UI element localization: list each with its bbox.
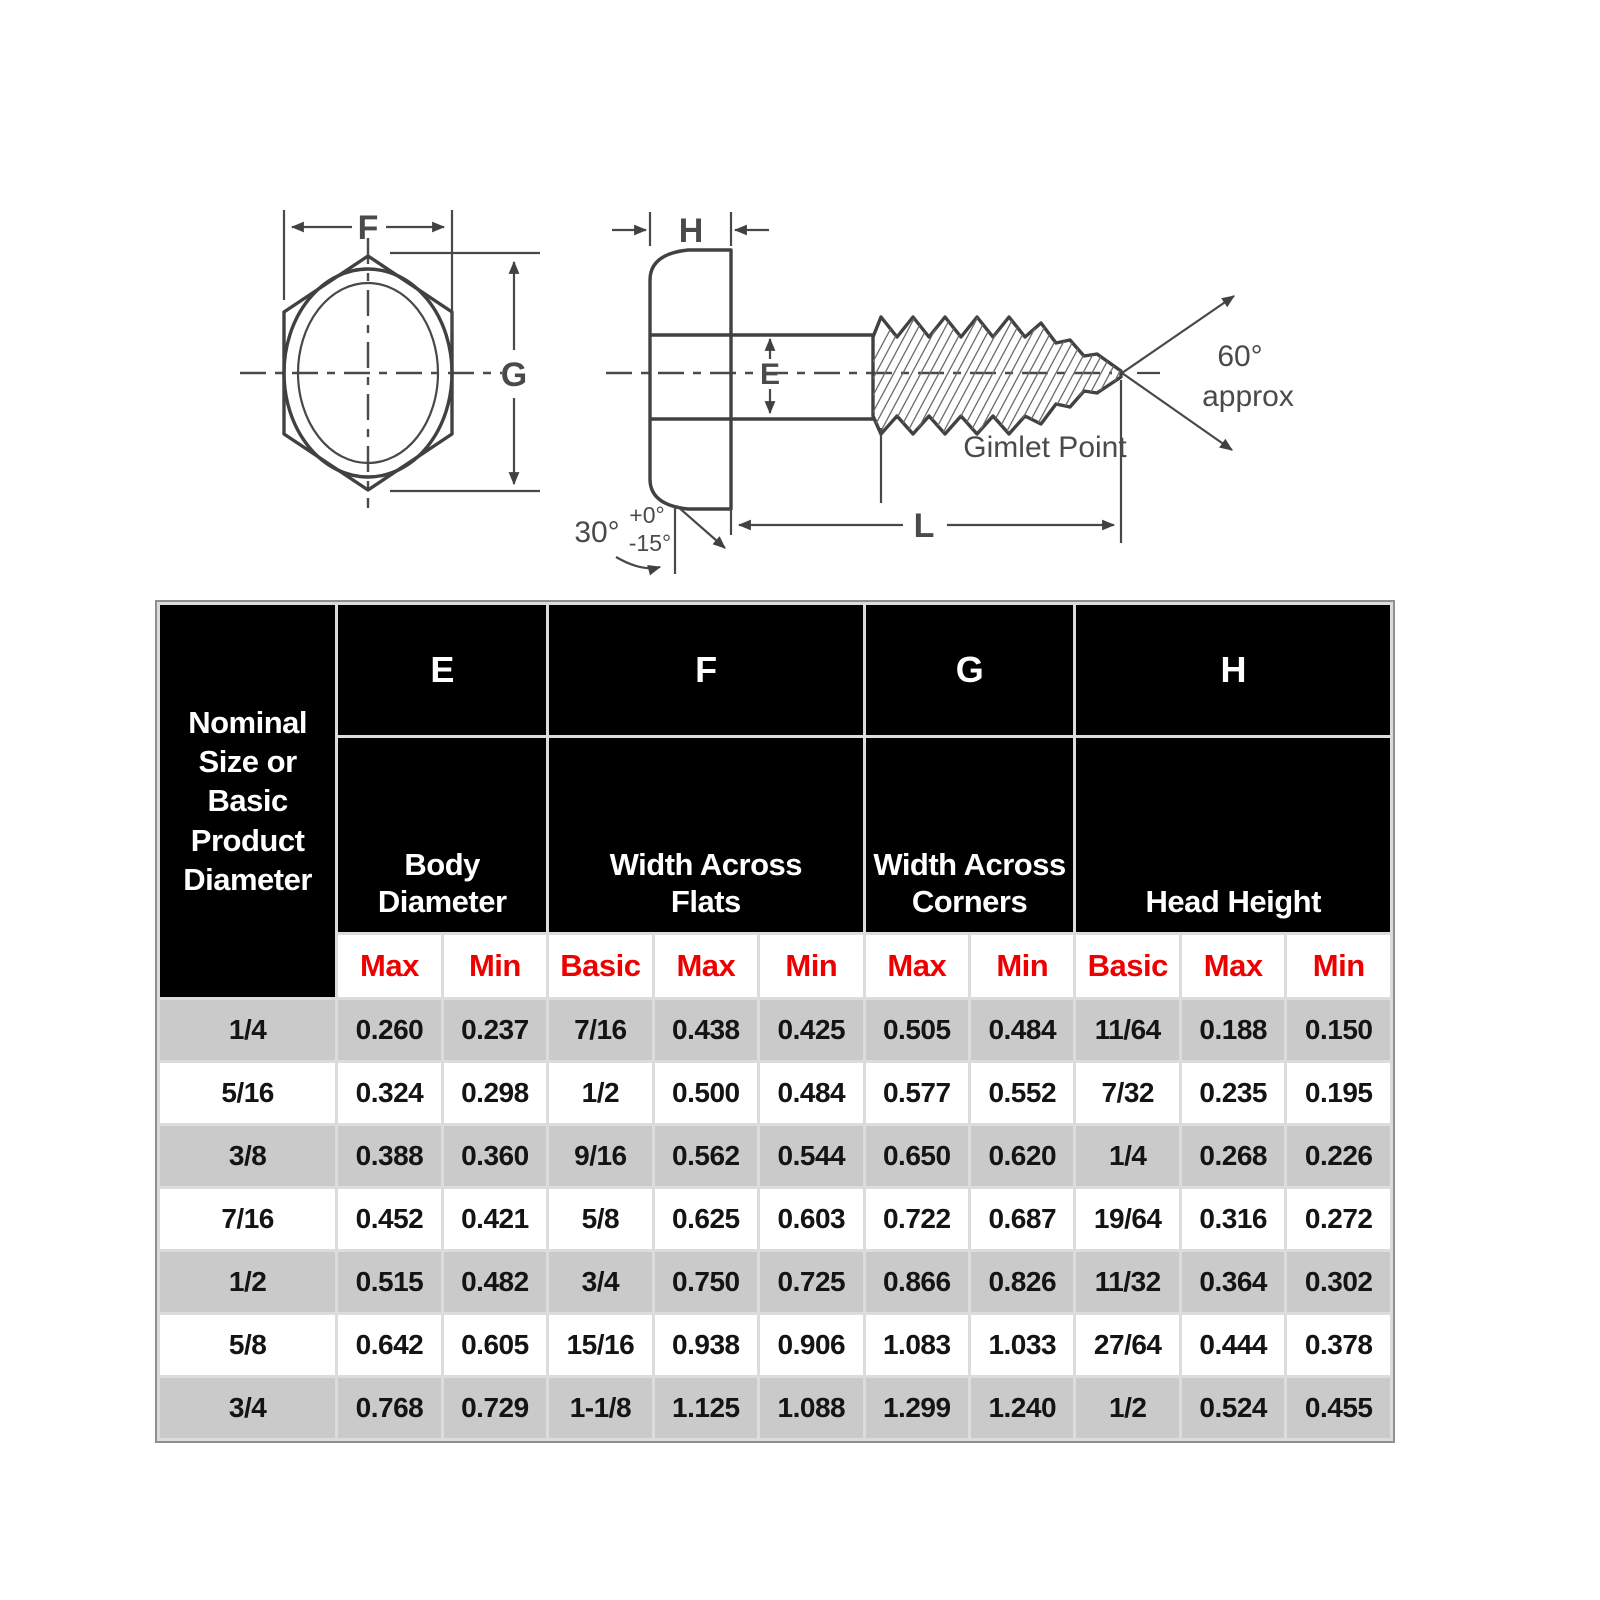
- table-cell: 0.500: [655, 1063, 757, 1123]
- bevel-tol-minus-label: -15°: [628, 530, 672, 556]
- table-cell: 0.272: [1287, 1189, 1390, 1249]
- table-cell: 27/64: [1076, 1315, 1178, 1375]
- dim-e-label: E: [759, 358, 781, 391]
- hex-head-front-view: [240, 209, 540, 508]
- table-cell: 0.524: [1182, 1378, 1284, 1438]
- table-cell: 0.360: [444, 1126, 546, 1186]
- subheader-cell: Max: [866, 935, 968, 997]
- table-row: [160, 1189, 1390, 1249]
- table-cell: 15/16: [549, 1315, 651, 1375]
- table-cell: 0.302: [1287, 1252, 1390, 1312]
- point-angle-label: 60°: [1217, 340, 1263, 373]
- table-cell: 3/4: [549, 1252, 651, 1312]
- row-size-cell: 5/16: [160, 1063, 335, 1123]
- table-cell: 0.642: [338, 1315, 440, 1375]
- subheader-cell: Min: [760, 935, 862, 997]
- table-cell: 0.938: [655, 1315, 757, 1375]
- table-row: [160, 1063, 1390, 1123]
- dim-f-label: F: [357, 209, 379, 247]
- subheader-cell: Basic: [1076, 935, 1178, 997]
- table-cell: 11/64: [1076, 1000, 1178, 1060]
- table-cell: 1.299: [866, 1378, 968, 1438]
- table-cell: 0.687: [971, 1189, 1073, 1249]
- dim-l-label: L: [913, 507, 935, 545]
- group-header-e: E: [338, 605, 546, 735]
- table-cell: 0.455: [1287, 1378, 1390, 1438]
- table-cell: 1.125: [655, 1378, 757, 1438]
- table-cell: 0.650: [866, 1126, 968, 1186]
- table-cell: 0.438: [655, 1000, 757, 1060]
- subheader-cell: Min: [971, 935, 1073, 997]
- table-cell: 0.268: [1182, 1126, 1284, 1186]
- table-cell: 0.906: [760, 1315, 862, 1375]
- table-cell: 0.444: [1182, 1315, 1284, 1375]
- group-name-g: Width Across Corners: [866, 738, 1074, 932]
- table-cell: 0.625: [655, 1189, 757, 1249]
- bevel-tol-plus-label: +0°: [629, 502, 665, 528]
- dim-g-label: G: [500, 356, 528, 394]
- table-cell: 0.388: [338, 1126, 440, 1186]
- table-cell: 0.226: [1287, 1126, 1390, 1186]
- table-cell: 0.188: [1182, 1000, 1284, 1060]
- table-cell: 0.505: [866, 1000, 968, 1060]
- table-cell: 0.515: [338, 1252, 440, 1312]
- lag-screw-side-view: [574, 212, 1294, 574]
- table-cell: 0.826: [971, 1252, 1073, 1312]
- subheader-cell: Max: [655, 935, 757, 997]
- table-cell: 1.240: [971, 1378, 1073, 1438]
- table-cell: 0.378: [1287, 1315, 1390, 1375]
- row-size-cell: 1/4: [160, 1000, 335, 1060]
- bevel-angle-label: 30°: [574, 516, 620, 549]
- table-cell: 0.603: [760, 1189, 862, 1249]
- table-cell: 0.544: [760, 1126, 862, 1186]
- group-name-h: Head Height: [1076, 738, 1390, 932]
- table-cell: 9/16: [549, 1126, 651, 1186]
- table-cell: 0.484: [760, 1063, 862, 1123]
- table-cell: 1.033: [971, 1315, 1073, 1375]
- table-cell: 0.235: [1182, 1063, 1284, 1123]
- table-cell: 1.088: [760, 1378, 862, 1438]
- table-row: [160, 1126, 1390, 1186]
- table-cell: 0.195: [1287, 1063, 1390, 1123]
- table-cell: 0.866: [866, 1252, 968, 1312]
- table-cell: 0.725: [760, 1252, 862, 1312]
- table-cell: 19/64: [1076, 1189, 1178, 1249]
- table-cell: 0.150: [1287, 1000, 1390, 1060]
- subheader-cell: Min: [1287, 935, 1390, 997]
- corner-header: Nominal Size or Basic Product Diameter: [160, 605, 335, 997]
- table-cell: 1/2: [1076, 1378, 1178, 1438]
- table-cell: 7/16: [549, 1000, 651, 1060]
- row-size-cell: 3/4: [160, 1378, 335, 1438]
- table-cell: 0.768: [338, 1378, 440, 1438]
- table-cell: 0.562: [655, 1126, 757, 1186]
- table-cell: 0.750: [655, 1252, 757, 1312]
- table-cell: 5/8: [549, 1189, 651, 1249]
- table-cell: 1-1/8: [549, 1378, 651, 1438]
- table-cell: 1/2: [549, 1063, 651, 1123]
- point-angle-approx-label: approx: [1202, 380, 1294, 413]
- dimension-table: [155, 600, 1395, 1443]
- table-cell: 0.484: [971, 1000, 1073, 1060]
- group-header-g: G: [866, 605, 1074, 735]
- table-cell: 11/32: [1076, 1252, 1178, 1312]
- table-cell: 7/32: [1076, 1063, 1178, 1123]
- table-cell: 0.552: [971, 1063, 1073, 1123]
- gimlet-point-label: Gimlet Point: [963, 431, 1127, 464]
- lag-screw-dimension-diagram: [0, 150, 1600, 610]
- table-cell: 0.421: [444, 1189, 546, 1249]
- table-cell: 0.324: [338, 1063, 440, 1123]
- subheader-row: [160, 935, 1390, 997]
- subheader-cell: Max: [338, 935, 440, 997]
- table-cell: 0.316: [1182, 1189, 1284, 1249]
- subheader-cell: Basic: [549, 935, 651, 997]
- table-cell: 0.237: [444, 1000, 546, 1060]
- row-size-cell: 5/8: [160, 1315, 335, 1375]
- subheader-cell: Min: [444, 935, 546, 997]
- dim-h-label: H: [678, 212, 704, 250]
- table-row: [160, 1000, 1390, 1060]
- table-row: [160, 1378, 1390, 1438]
- row-size-cell: 3/8: [160, 1126, 335, 1186]
- table-cell: 0.364: [1182, 1252, 1284, 1312]
- table-cell: 0.620: [971, 1126, 1073, 1186]
- table-cell: 0.425: [760, 1000, 862, 1060]
- table-cell: 0.298: [444, 1063, 546, 1123]
- table-cell: 0.605: [444, 1315, 546, 1375]
- table-cell: 0.577: [866, 1063, 968, 1123]
- table-cell: 0.482: [444, 1252, 546, 1312]
- group-name-f: Width Across Flats: [549, 738, 862, 932]
- group-name-e: Body Diameter: [338, 738, 546, 932]
- table-cell: 1.083: [866, 1315, 968, 1375]
- row-size-cell: 7/16: [160, 1189, 335, 1249]
- table-cell: 0.729: [444, 1378, 546, 1438]
- table-cell: 0.452: [338, 1189, 440, 1249]
- group-header-f: F: [549, 605, 862, 735]
- group-header-h: H: [1076, 605, 1390, 735]
- table-cell: 0.722: [866, 1189, 968, 1249]
- subheader-cell: Max: [1182, 935, 1284, 997]
- table-cell: 1/4: [1076, 1126, 1178, 1186]
- table-row: [160, 1315, 1390, 1375]
- table-cell: 0.260: [338, 1000, 440, 1060]
- table-row: [160, 1252, 1390, 1312]
- row-size-cell: 1/2: [160, 1252, 335, 1312]
